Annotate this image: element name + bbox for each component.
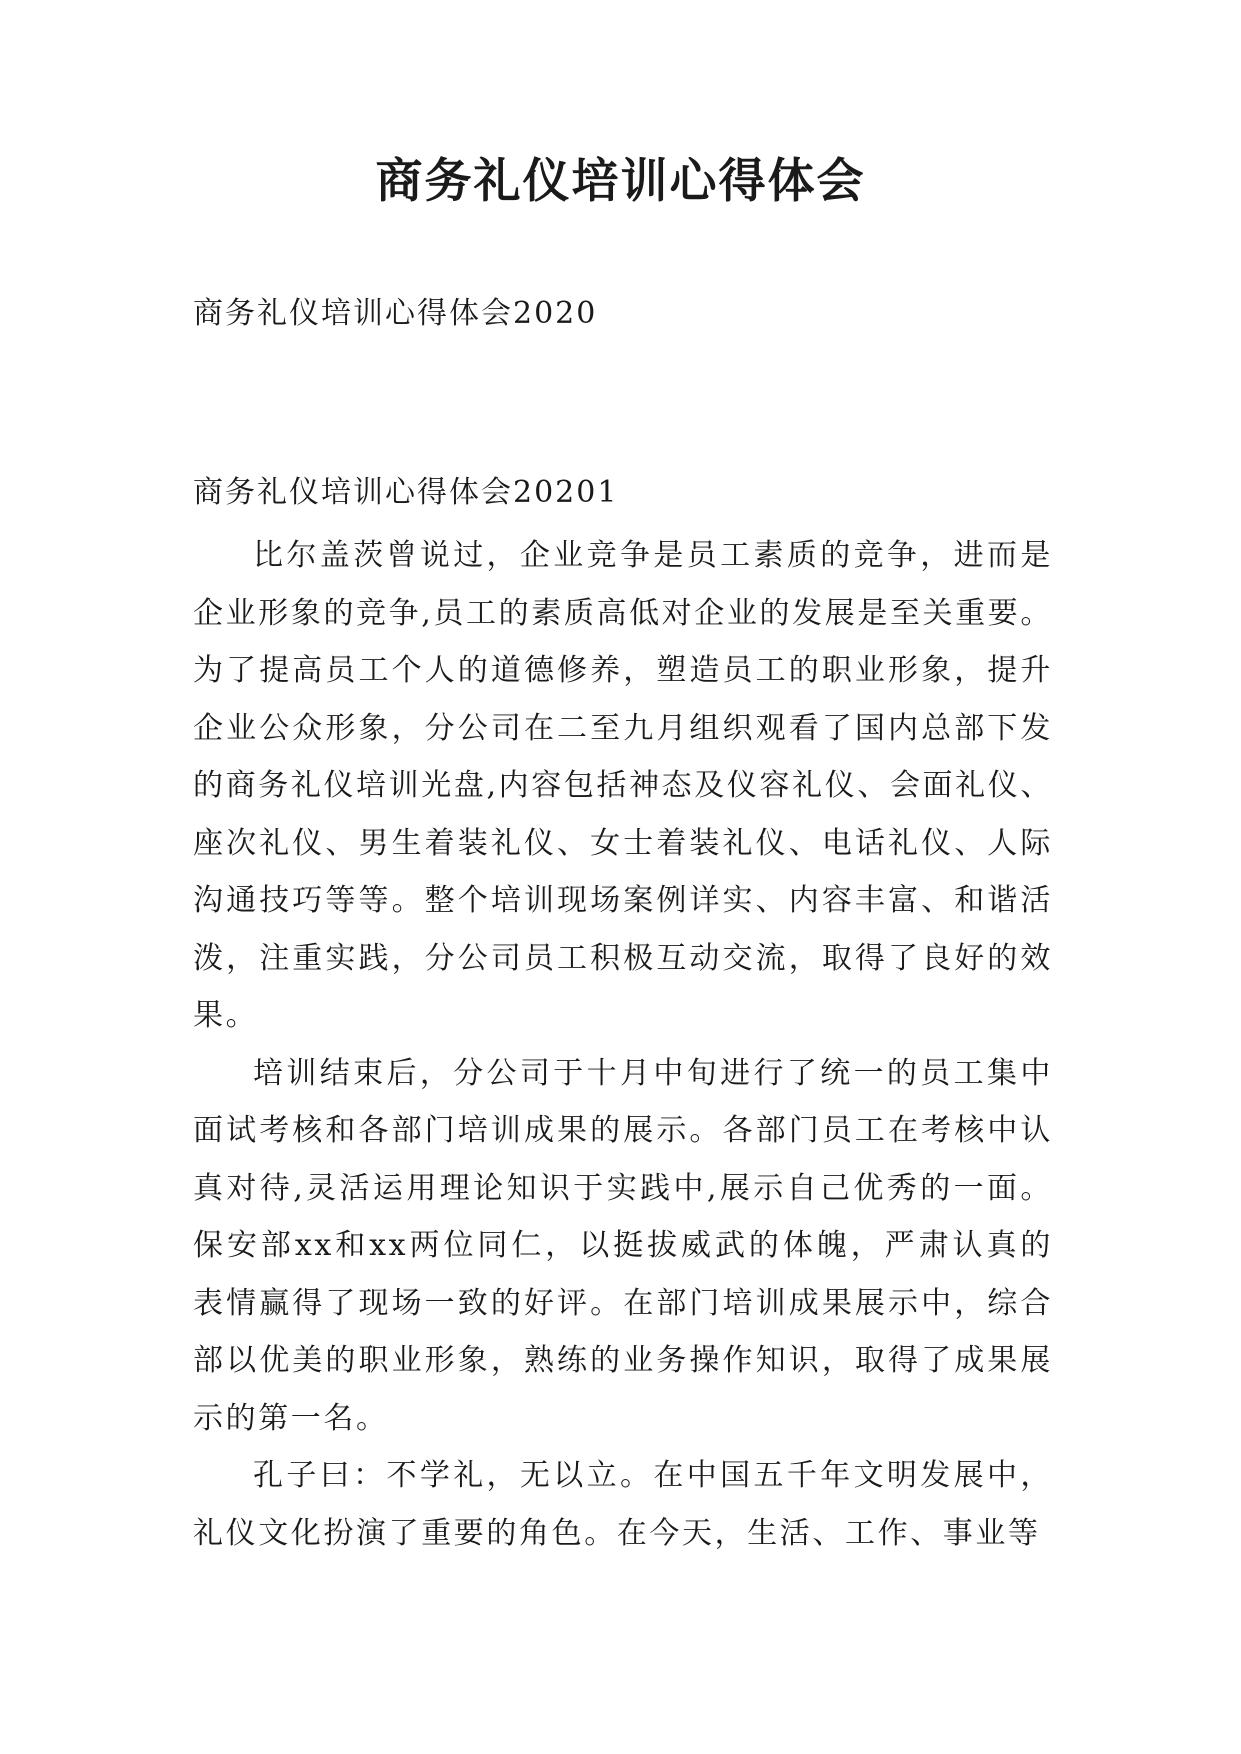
paragraph-2: 培训结束后，分公司于十月中旬进行了统一的员工集中面试考核和各部门培训成果的展示。各部门员工在考核中认真对待,灵活运用理论知识于实践中,展示自己优秀的一面。保安部xx和xx两位同仁，以挺拔威武的体魄，严肃认真的表情赢得了现场一致的好评。在部门培训成果展示中，综合部以优美的职业形象，熟练的业务操作知识，取得了成果展示的第一名。: [193, 1055, 1053, 1436]
document-body: [193, 527, 1053, 1562]
section-heading: 商务礼仪培训心得体会20201: [193, 475, 619, 510]
paragraph-3: 孔子曰：不学礼，无以立。在中国五千年文明发展中，礼仪文化扮演了重要的角色。在今天，生活、工作、事业等: [193, 1458, 1053, 1551]
document-title: 商务礼仪培训心得体会: [375, 154, 866, 209]
paragraph-1: 比尔盖茨曾说过，企业竞争是员工素质的竞争，进而是企业形象的竞争,员工的素质高低对企业的发展是至关重要。为了提高员工个人的道德修养，塑造员工的职业形象，提升企业公众形象，分公司在二至九月组织观看了国内总部下发的商务礼仪培训光盘,内容包括神态及仪容礼仪、会面礼仪、座次礼仪、男生着装礼仪、女士着装礼仪、电话礼仪、人际沟通技巧等等。整个培训现场案例详实、内容丰富、和谐活泼，注重实践，分公司员工积极互动交流，取得了良好的效果。: [193, 538, 1053, 1033]
document-subtitle: 商务礼仪培训心得体会2020: [193, 296, 598, 331]
